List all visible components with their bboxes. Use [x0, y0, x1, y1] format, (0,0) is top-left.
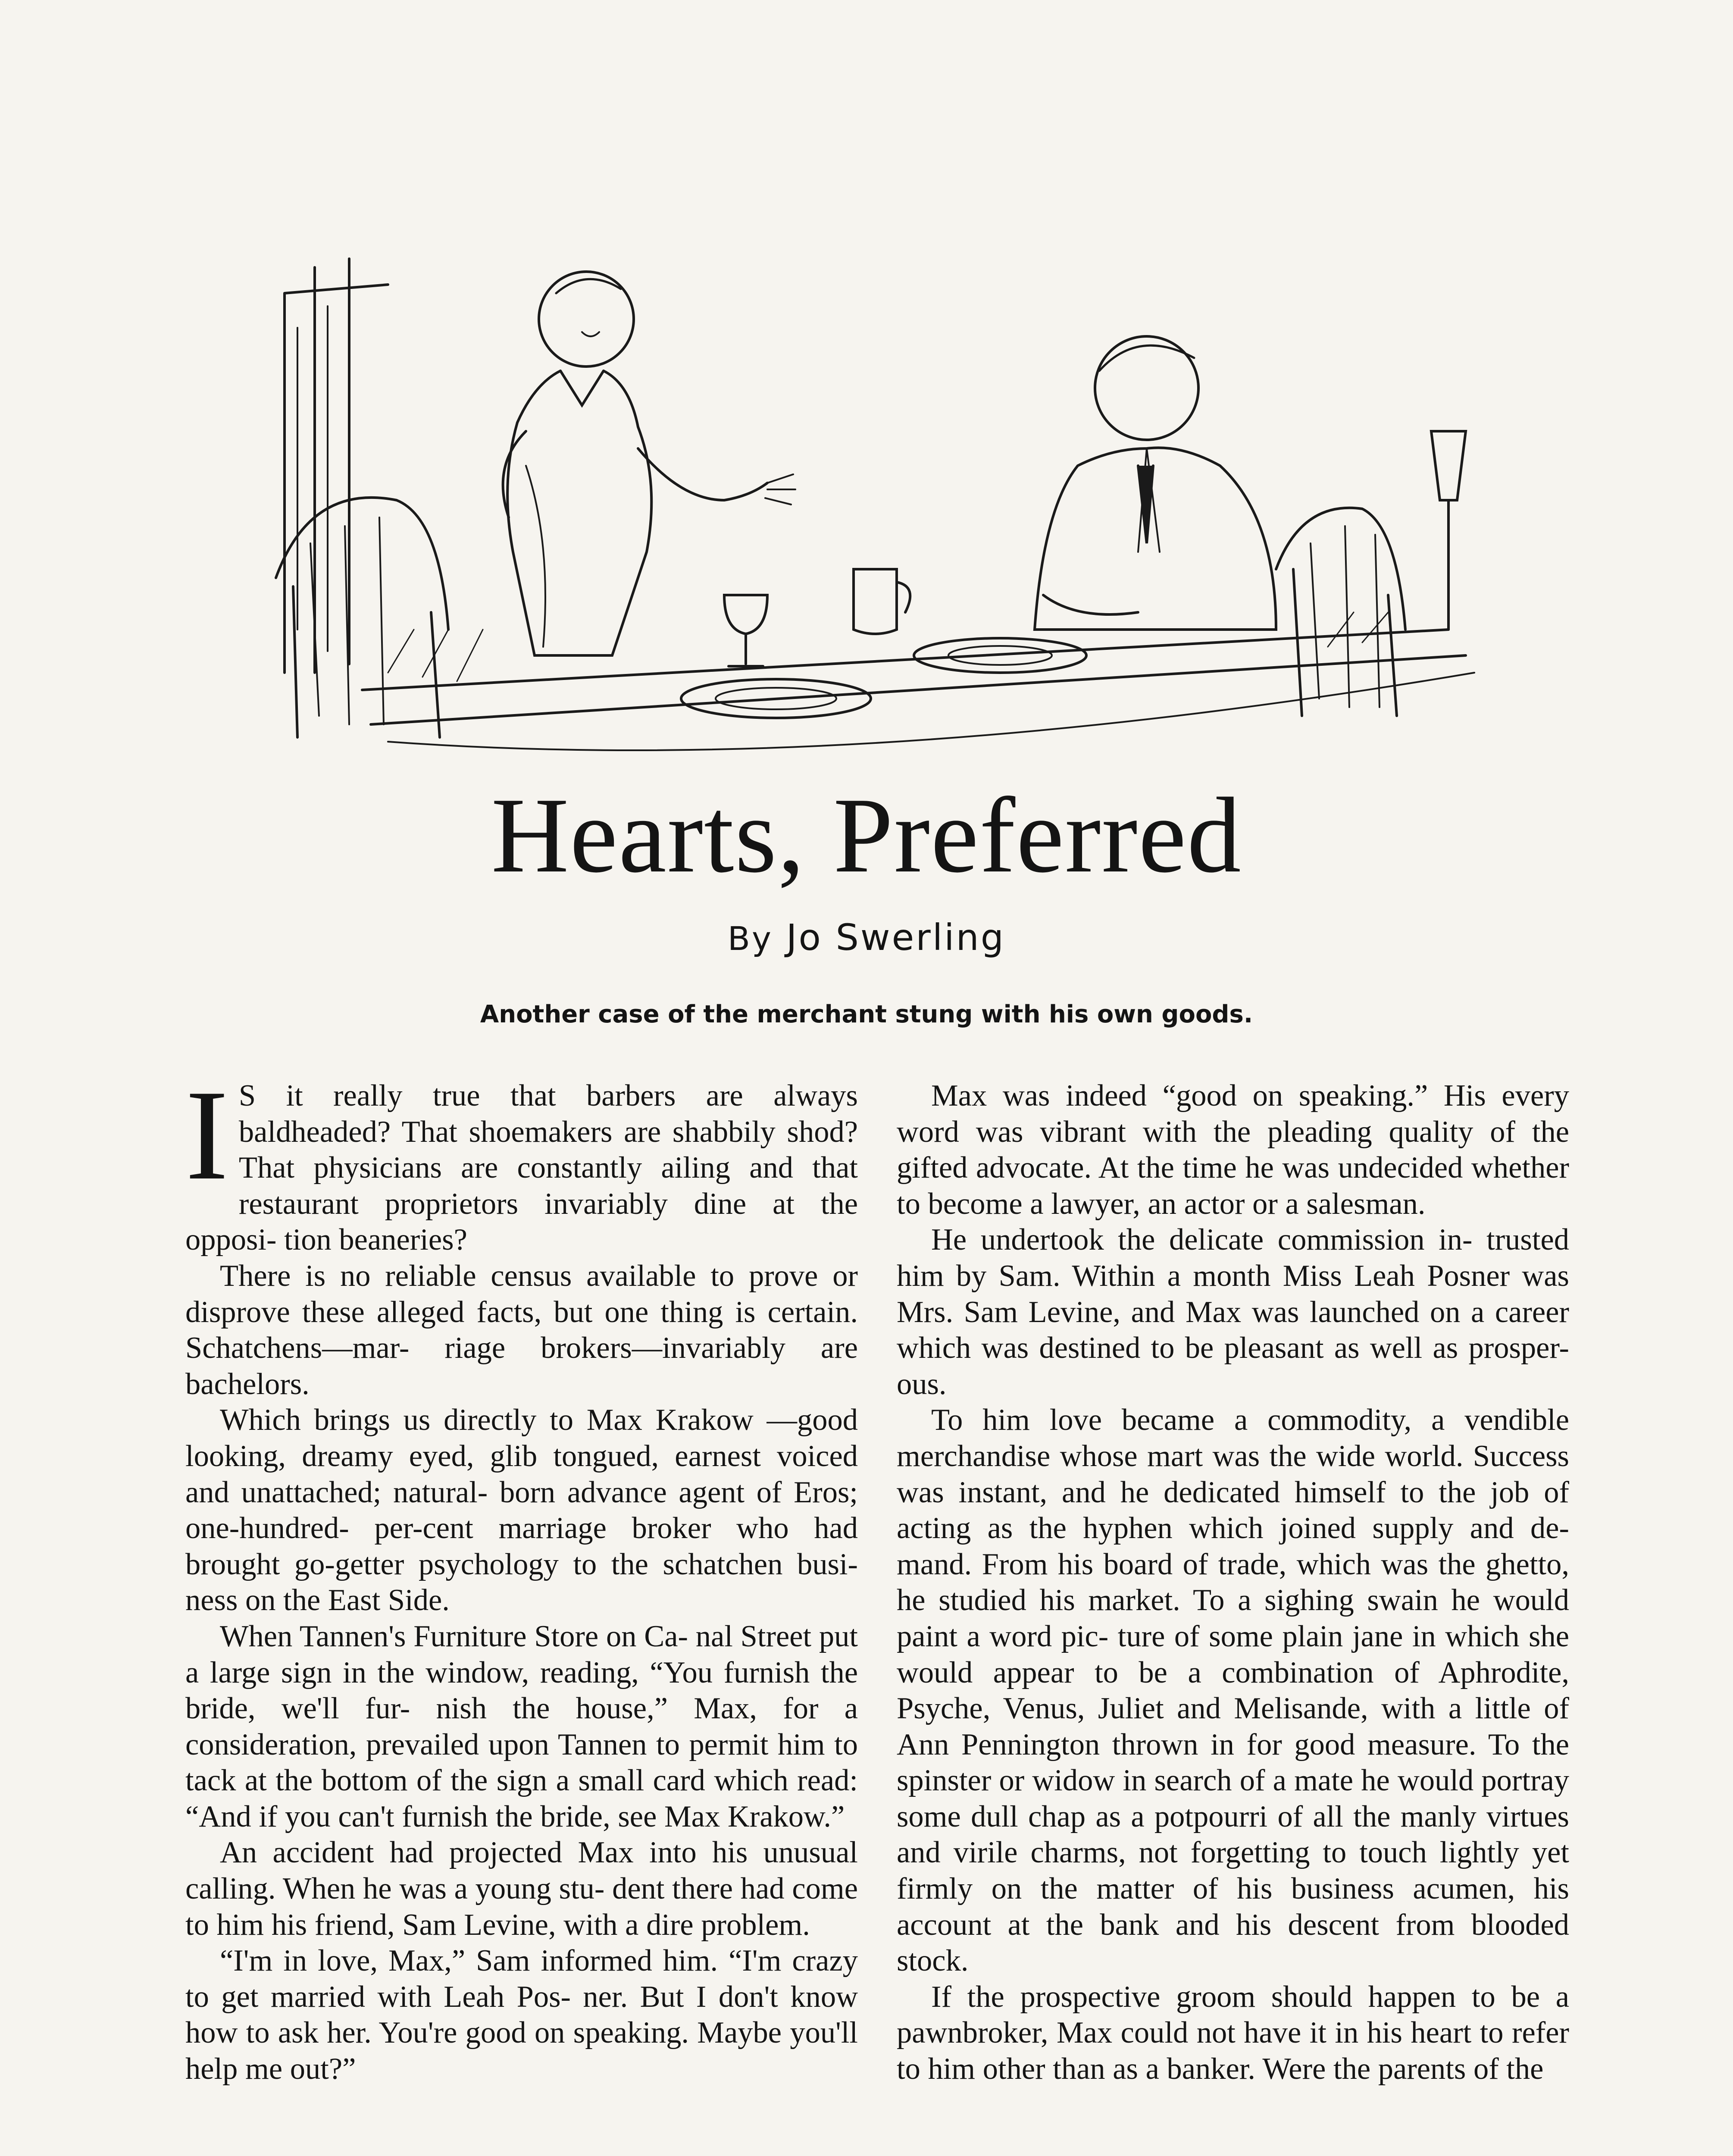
paragraph: Which brings us directly to Max Krakow —good looking, dreamy eyed, glib tongued, earnest voiced and unattached; natural- born advance agent of Eros; one-hundred- per-cent marriage broker who had brought go-getter psychology to the schatchen busi- ness on the East Side.: [185, 1403, 858, 1617]
byline-author: Jo Swerling: [786, 916, 1006, 959]
byline: [0, 916, 1733, 959]
first-paragraph-text: S it really true that barbers are always baldheaded? That shoemakers are shabbily shod? That physicians are constantly ailing and that restaurant proprietors invariably dine at the opposi- tion beaneries?: [185, 1079, 858, 1257]
first-paragraph: [185, 1063, 858, 1258]
paragraph: To him love became a commodity, a vendible merchandise whose mart was the wide world. Success was instant, and he dedicated himself to the job of acting as the hyphen which joined supply and de- mand. From his board of trade, which was the ghetto, he studied his market. To a sighing swain he would paint a word pic- ture of some plain jane in which she would appear to be a combination of Aphrodite, Psyche, Venus, Juliet and Melisande, with a little of Ann Pennington thrown in for good measure. To the spinster or widow in search of a mate he would portray some dull chap as a potpourri of all the manly virtues and virile charms, not forgetting to touch lightly yet firmly on the matter of his business acumen, his account at the bank and his descent from blooded stock.: [897, 1403, 1569, 1978]
paragraph: He undertook the delicate commission in- trusted him by Sam. Within a month Miss Leah Posner was Mrs. Sam Levine, and Max was launched on a career which was destined to be pleasant as well as prosper- ous.: [897, 1223, 1569, 1401]
column-left: [185, 1063, 858, 2087]
paragraph: “I'm in love, Max,” Sam informed him. “I'm crazy to get married with Leah Pos- ner. But I don't know how to ask her. You're good on speaking. Maybe you'll help me out?”: [185, 1944, 858, 2086]
byline-by: By: [727, 919, 773, 958]
paragraph: When Tannen's Furniture Store on Ca- nal Street put a large sign in the window, reading, “You furnish the bride, we'll fur- nish the house,” Max, for a consideration, prevailed upon Tannen to permit him to tack at the bottom of the sign a small card which read: “And if you can't furnish the bride, see Max Krakow.”: [185, 1619, 858, 1833]
illustration-restaurant-scene: [259, 241, 1500, 785]
paragraph: An accident had projected Max into his unusual calling. When he was a young stu- dent there had come to him his friend, Sam Levine, with a dire problem.: [185, 1836, 858, 1942]
drop-cap: I: [185, 1063, 228, 1206]
article-title: Hearts, Preferred: [491, 776, 1242, 895]
paragraph: There is no reliable census available to prove or disprove these alleged facts, but one thing is certain. Schatchens—mar- riage brokers—invariably are bachelors.: [185, 1259, 858, 1401]
article-deck: Another case of the merchant stung with his own goods.: [480, 1000, 1253, 1028]
paragraph: If the prospective groom should happen to be a pawnbroker, Max could not have it in his heart to refer to him other than as a banker. Were the parents of the: [897, 1980, 1569, 2086]
column-right: [897, 1078, 1569, 2087]
paragraph: Max was indeed “good on speaking.” His every word was vibrant with the pleading quality of the gifted advocate. At the time he was undecided whether to become a lawyer, an actor or a salesman.: [897, 1079, 1569, 1221]
